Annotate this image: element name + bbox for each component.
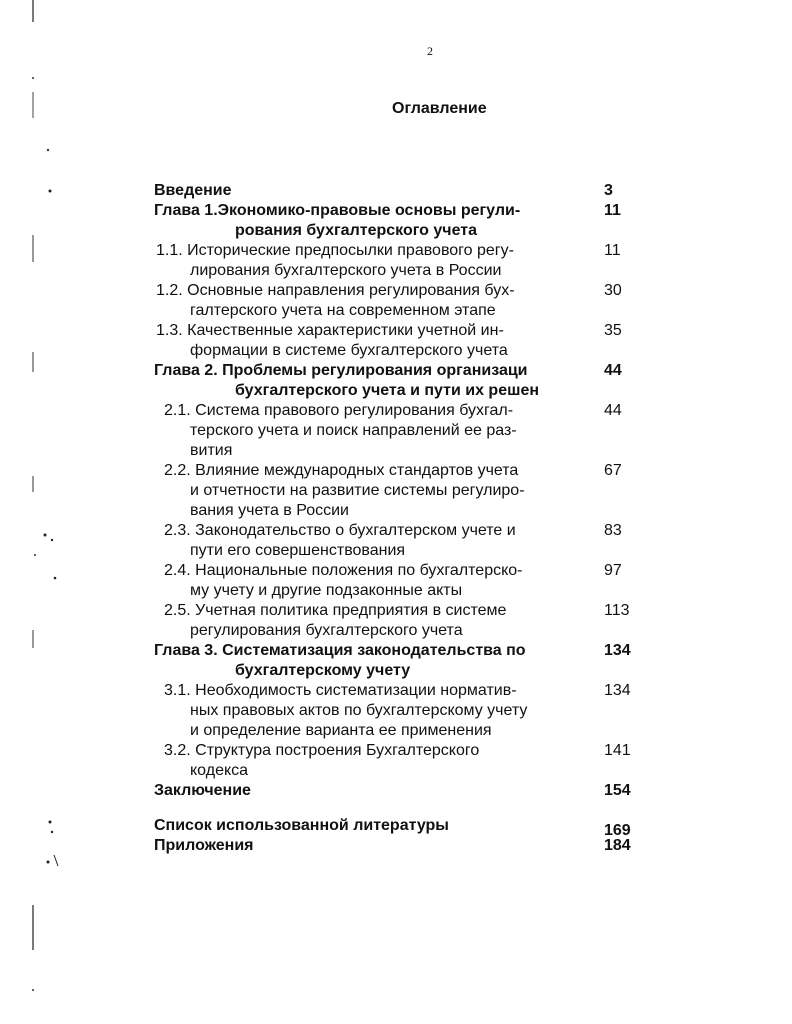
page-ref: 154 <box>604 782 631 799</box>
toc-entry-section-3-1: 3.1. Необходимость систематизации норматив- 134 <box>164 682 631 699</box>
toc-entry-conclusion: Заключение 154 <box>154 782 631 799</box>
toc-entry-section-1-3: 1.3. Качественные характеристики учетной ин- 35 <box>156 322 622 339</box>
page-ref: 44 <box>604 362 622 379</box>
page-ref: 3 <box>604 182 613 199</box>
page-ref: 113 <box>604 602 630 619</box>
page-number: 2 <box>427 44 433 58</box>
page-ref: 35 <box>604 322 622 339</box>
toc-entry-section-3-2: 3.2. Структура построения Бухгалтерского 141 <box>164 742 631 759</box>
page-ref: 184 <box>604 837 631 854</box>
toc-title: Оглавление <box>392 100 487 117</box>
toc-entry-section-1-1: 1.1. Исторические предпосылки правового регу- 11 <box>156 242 621 259</box>
toc-entry-section-2-1: 2.1. Система правового регулирования бухгал- 44 <box>164 402 622 419</box>
page-ref: 134 <box>604 642 631 659</box>
page-ref: 169 <box>604 822 631 839</box>
toc-entry-chapter-2: Глава 2. Проблемы регулирования организаци 44 <box>154 362 622 379</box>
table-of-contents: Введение 3 Глава 1.Экономико-правовые основы регули- 11 рования бухгалтерского учета 1.1. Исторические предпосылки правового регу- 11 лирования бухгалтерского учета в России 1.2. Основные направления регулирования бух- 30 галтерского учета на современном этапе 1.3. Качественные характеристики учетной ин- 35 формации в системе бухгалтерского учета Глава 2. Проблемы регулирования организаци 44 бухгалтерского учета и пути их решен 2.1. Система правового регулирования бухгал- 44 терского учета и поиск направлений ее раз- вития 2.2. Влияние международных стандартов учета 67 и отчетности на развитие системы регулиро- вания учета в России 2.3. Законодательство о бухгалтерском учете и 83 пути его совершенствования 2.4. Национальные положения по бухгалтерско- 97 му учету и другие подзаконные акты 2.5. Учетная политика предприятия в системе 113 регулирования бухгалтерского учета Глава 3. Систематизация законодательства по 134 бухгалтерскому учету 3.1. Необходимость систематизации норматив- 134 ных правовых актов по бухгалтерскому учету и определение варианта ее применения 3.2. Структура построения Бухгалтерского 141 кодекса Заключение 154 Список использованной литературы 169 Приложения 184 <box>0 181 792 856</box>
page-ref: 83 <box>604 522 622 539</box>
page-ref: 11 <box>604 242 621 259</box>
toc-entry-section-2-2: 2.2. Влияние международных стандартов учета 67 <box>164 462 622 479</box>
toc-entry-section-2-4: 2.4. Национальные положения по бухгалтерско- 97 <box>164 562 622 579</box>
page-ref: 11 <box>604 202 621 219</box>
toc-entry-section-2-5: 2.5. Учетная политика предприятия в системе 113 <box>164 602 630 619</box>
toc-entry-chapter-1: Глава 1.Экономико-правовые основы регули- 11 <box>154 202 621 219</box>
toc-entry-chapter-3: Глава 3. Систематизация законодательства по 134 <box>154 642 631 659</box>
toc-entry-introduction: Введение 3 <box>154 182 613 199</box>
page-ref: 30 <box>604 282 622 299</box>
page-ref: 97 <box>604 562 622 579</box>
toc-entry-appendices: Приложения 184 <box>154 837 631 854</box>
toc-entry-section-1-2: 1.2. Основные направления регулирования бух- 30 <box>156 282 622 299</box>
toc-entry-bibliography: Список использованной литературы 169 <box>154 817 631 839</box>
page-ref: 44 <box>604 402 622 419</box>
page-ref: 141 <box>604 742 631 759</box>
toc-entry-section-2-3: 2.3. Законодательство о бухгалтерском учете и 83 <box>164 522 622 539</box>
page-ref: 134 <box>604 682 631 699</box>
page-ref: 67 <box>604 462 622 479</box>
